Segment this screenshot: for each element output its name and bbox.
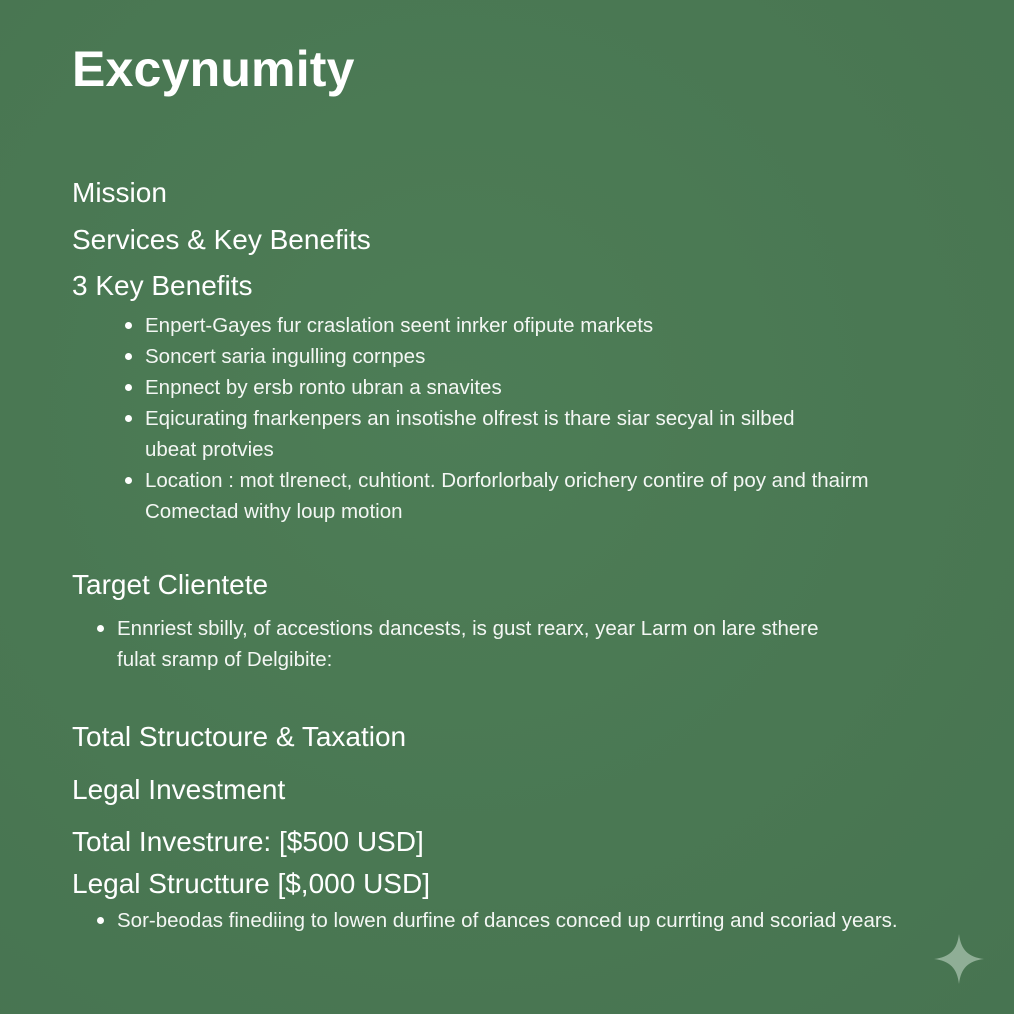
list-item-text: Eqicurating fnarkenpers an insotishe olfrest is thare siar secyal in silbed	[145, 407, 795, 430]
list-item	[145, 310, 869, 341]
bullet-icon	[125, 322, 132, 329]
heading-total-structure: Total Structoure & Taxation	[72, 721, 407, 752]
bullet-icon	[97, 917, 104, 924]
list-item-text-continued: fulat sramp of Delgibite:	[117, 648, 333, 671]
list-item	[117, 613, 818, 675]
bullet-icon	[125, 384, 132, 391]
list-item-text: Location : mot tlrenect, cuhtiont. Dorforlorbaly orichery contire of poy and thairm	[145, 469, 869, 492]
list-item-text: Soncert saria ingulling cornpes	[145, 345, 426, 368]
key-benefits-list	[145, 310, 869, 527]
list-item-text-continued: ubeat protvies	[145, 438, 274, 461]
list-item	[145, 341, 869, 372]
list-item	[117, 905, 898, 936]
list-item-text: Enpnect by ersb ronto ubran a snavites	[145, 376, 502, 399]
sparkle-icon	[932, 932, 986, 986]
heading-target-clientele: Target Clientete	[72, 569, 269, 600]
list-item-text: Sor-beodas finediing to lowen durfine of dances conced up currting and scoriad years.	[117, 909, 898, 932]
list-item	[145, 403, 869, 465]
heading-mission: Mission	[72, 177, 167, 208]
list-item-text: Enpert-Gayes fur craslation seent inrker ofipute markets	[145, 314, 654, 337]
bullet-icon	[125, 415, 132, 422]
heading-legal-investment: Legal Investment	[72, 774, 286, 805]
legal-structure-list	[117, 905, 898, 936]
list-item	[145, 465, 869, 527]
heading-key-benefits: 3 Key Benefits	[72, 270, 253, 301]
bullet-icon	[125, 353, 132, 360]
list-item-text-continued: Comectad withy loup motion	[145, 500, 403, 523]
target-list	[117, 613, 818, 675]
heading-legal-structure: Legal Structture [$,000 USD]	[72, 868, 430, 899]
document-title: Excynumity	[72, 41, 355, 97]
bullet-icon	[97, 625, 104, 632]
list-item	[145, 372, 869, 403]
heading-services: Services & Key Benefits	[72, 224, 371, 255]
bullet-icon	[125, 477, 132, 484]
total-investment-text: Total Investrure: [$500 USD]	[72, 826, 424, 857]
list-item-text: Ennriest sbilly, of accestions dancests, is gust rearx, year Larm on lare sthere	[117, 617, 819, 640]
